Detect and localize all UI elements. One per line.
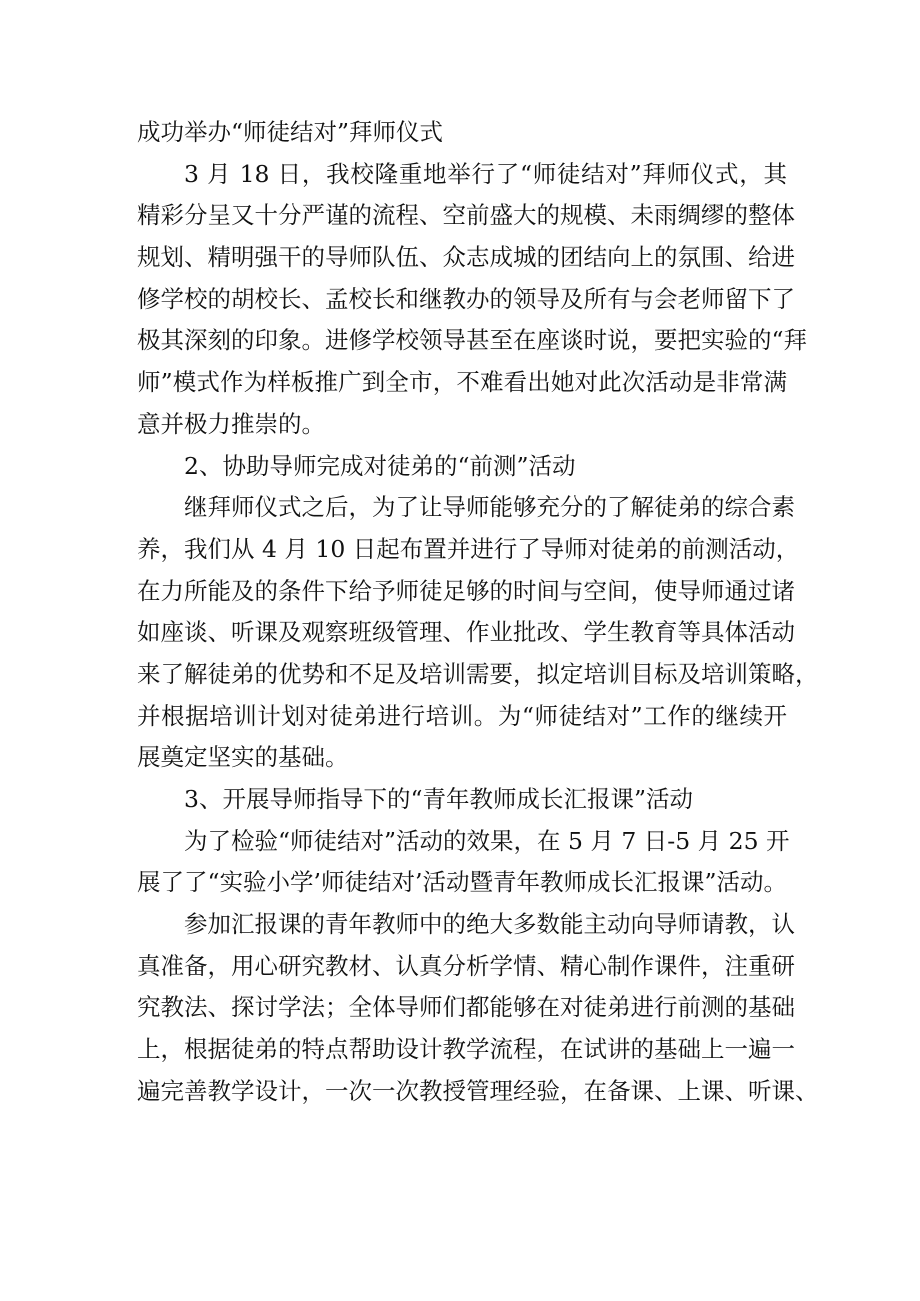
paragraph-line: 并根据培训计划对徒弟进行培训。为“师徒结对”工作的继续开 [137,701,787,730]
paragraph-line: 为了检验“师徒结对”活动的效果，在 5 月 7 日-5 月 25 开 [184,826,790,855]
section-heading: 2、协助导师完成对徒弟的“前测”活动 [184,451,576,480]
paragraph-line: 极其深刻的印象。进修学校领导甚至在座谈时说，要把实验的“拜 [137,326,808,355]
paragraph-line: 上，根据徒弟的特点帮助设计教学流程，在试讲的基础上一遍一 [137,1035,795,1064]
heading-line: 成功举办“师徒结对”拜师仪式 [137,118,444,146]
paragraph-line: 规划、精明强干的导师队伍、众志成城的团结向上的氛围、给进 [137,243,795,272]
paragraph-line: 继拜师仪式之后，为了让导师能够充分的了解徒弟的综合素 [184,493,795,522]
paragraph-line: 3 月 18 日，我校隆重地举行了“师徒结对”拜师仪式，其 [184,159,787,188]
section-heading: 3、开展导师指导下的“青年教师成长汇报课”活动 [184,785,693,813]
paragraph-line: 展奠定坚实的基础。 [137,743,349,772]
paragraph-line: 展了了“实验小学’师徒结对’活动暨青年教师成长汇报课”活动。 [137,868,787,897]
paragraph-line: 真准备，用心研究教材、认真分析学情、精心制作课件，注重研 [137,951,795,980]
document-body [137,112,819,1113]
paragraph-line: 来了解徒弟的优势和不足及培训需要，拟定培训目标及培训策略， [137,659,819,688]
paragraph-line: 如座谈、听课及观察班级管理、作业批改、学生教育等具体活动 [137,618,795,647]
paragraph-line: 究教法、探讨学法；全体导师们都能够在对徒弟进行前测的基础 [137,993,795,1022]
paragraph-line: 师”模式作为样板推广到全市，不难看出她对此次活动是非常满 [137,368,787,397]
paragraph-line: 参加汇报课的青年教师中的绝大多数能主动向导师请教，认 [184,910,795,939]
paragraph-line: 在力所能及的条件下给予师徒足够的时间与空间，使导师通过诸 [137,576,795,605]
paragraph-line: 意并极力推崇的。 [137,409,325,438]
paragraph-line: 遍完善教学设计，一次一次教授管理经验，在备课、上课、听课、 [137,1076,819,1105]
paragraph-line: 修学校的胡校长、孟校长和继教办的领导及所有与会老师留下了 [137,284,795,313]
paragraph-line: 精彩分呈又十分严谨的流程、空前盛大的规模、未雨绸缪的整体 [137,201,795,230]
paragraph-line: 养，我们从 4 月 10 日起布置并进行了导师对徒弟的前测活动， [137,534,800,563]
